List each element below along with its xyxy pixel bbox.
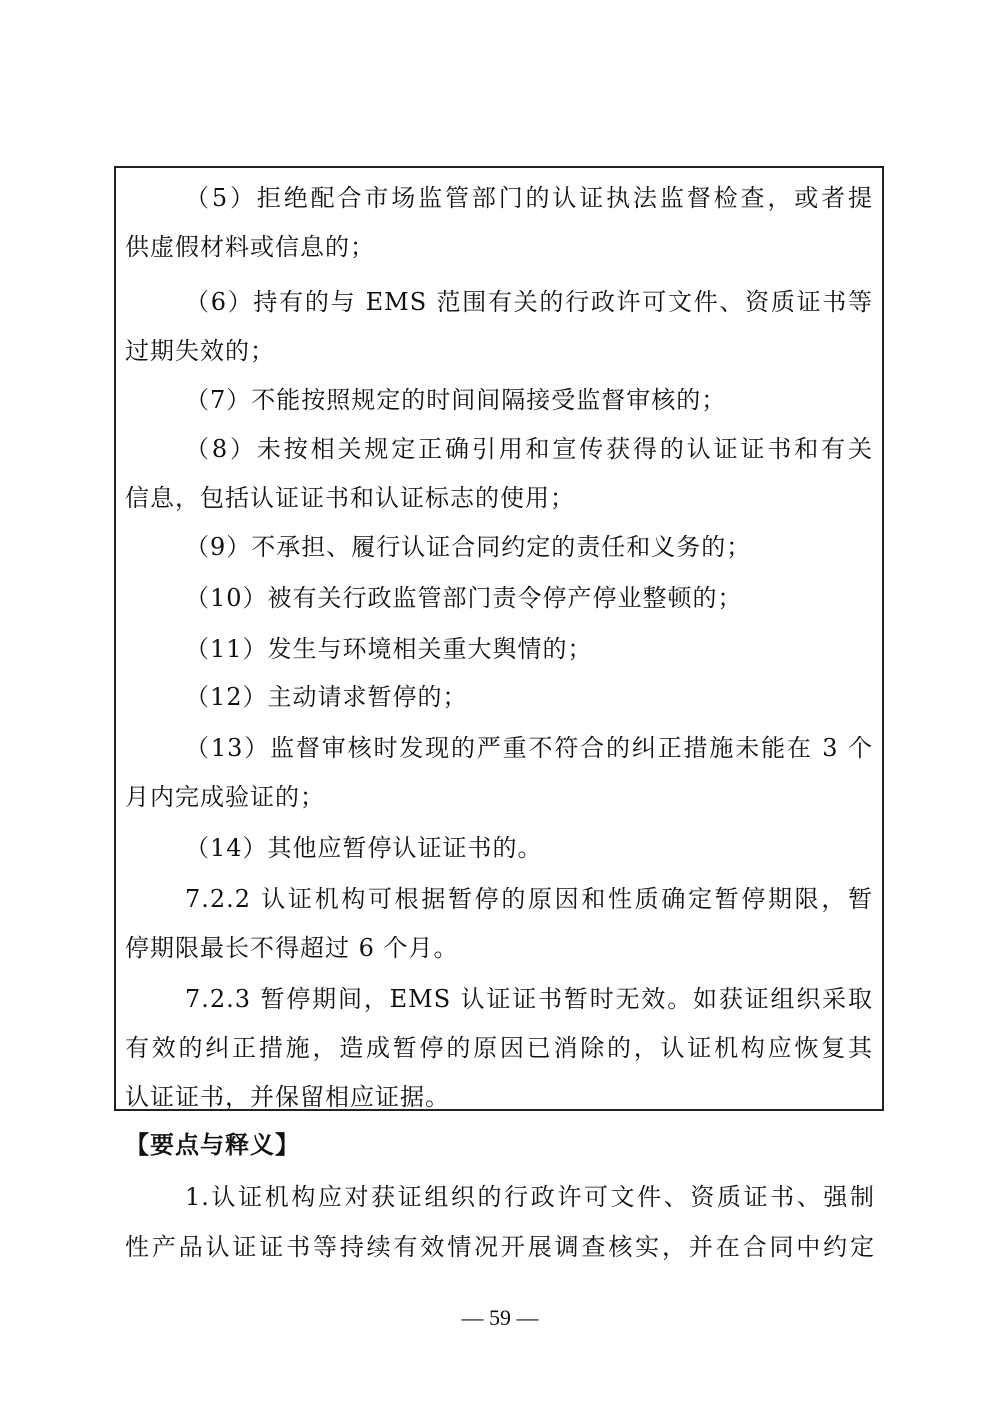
clause-11: （11）发生与环境相关重大舆情的； — [185, 635, 593, 663]
section-heading: 【要点与释义】 — [125, 1131, 300, 1159]
body-line-2: 性产品认证证书等持续有效情况开展调查核实，并在合同中约定 — [125, 1233, 875, 1261]
clause-5-line-2: 供虚假材料或信息的； — [125, 233, 375, 261]
clause-8-line-1: （8）未按相关规定正确引用和宣传获得的认证证书和有关 — [185, 435, 873, 463]
clause-7-2-2-line-2: 停期限最长不得超过 6 个月。 — [125, 934, 459, 962]
clause-7-2-3-line-3: 认证证书，并保留相应证据。 — [125, 1083, 450, 1111]
page-number: — 59 — — [461, 1305, 539, 1330]
clause-9: （9）不承担、履行认证合同约定的责任和义务的； — [185, 533, 752, 561]
clause-13-line-1: （13）监督审核时发现的严重不符合的纠正措施未能在 3 个 — [185, 734, 873, 762]
clause-13-line-2: 月内完成验证的； — [125, 783, 325, 811]
clause-6-line-2: 过期失效的； — [125, 337, 275, 365]
clause-14: （14）其他应暂停认证证书的。 — [185, 834, 543, 862]
clause-7-2-3-line-1: 7.2.3 暂停期间，EMS 认证证书暂时无效。如获证组织采取 — [185, 985, 873, 1013]
clause-12: （12）主动请求暂停的； — [185, 683, 468, 711]
clause-7-2-3-line-2: 有效的纠正措施，造成暂停的原因已消除的，认证机构应恢复其 — [125, 1034, 873, 1062]
clause-7-2-2-line-1: 7.2.2 认证机构可根据暂停的原因和性质确定暂停期限，暂 — [185, 885, 873, 913]
body-line-1: 1.认证机构应对获证组织的行政许可文件、资质证书、强制 — [185, 1183, 875, 1211]
clause-6-line-1: （6）持有的与 EMS 范围有关的行政许可文件、资质证书等 — [185, 288, 873, 316]
clause-7: （7）不能按照规定的时间间隔接受监督审核的； — [185, 386, 727, 414]
clause-10: （10）被有关行政监管部门责令停产停业整顿的； — [185, 584, 743, 612]
clause-5-line-1: （5）拒绝配合市场监管部门的认证执法监督检查，或者提 — [185, 184, 873, 212]
clause-8-line-2: 信息，包括认证证书和认证标志的使用； — [125, 484, 575, 512]
